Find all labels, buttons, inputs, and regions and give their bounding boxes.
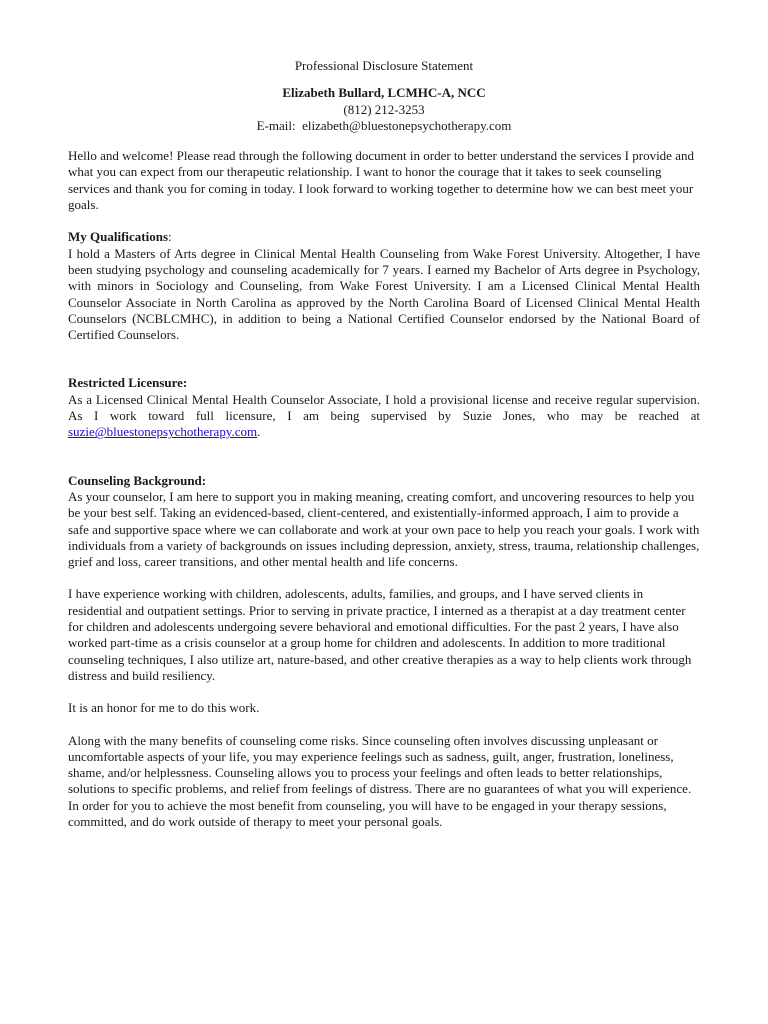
background-body: As your counselor, I am here to support you in making meaning, creating comfort, and uncovering resources to help you be your best self. Taking an evidenced-based, client-centered, and existentially-informed approach, I aim to provide a safe and supportive space where we can collaborate and work at your own pace to help you reach your goals. I work with individuals from a variety of backgrounds on issues including depression, anxiety, stress, trauma, relationship challenges, grief and loss, career transitions, and other mental health and life concerns. [68,488,700,570]
phone-number: (812) 212-3253 [343,101,425,117]
licensure-heading: Restricted Licensure: [68,375,188,391]
background-heading: Counseling Background: [68,472,207,488]
document-page [68,58,700,846]
honor-paragraph: It is an honor for me to do this work. [68,700,260,716]
qualifications-heading-line [68,229,700,245]
background-section [68,473,700,571]
licensure-section [68,375,700,440]
email-address: elizabeth@bluestonepsychotherapy.com [302,117,512,133]
document-title: Professional Disclosure Statement [294,58,474,73]
qualifications-section [68,229,700,343]
qualifications-heading: My Qualifications [68,229,169,245]
email-line [68,118,700,134]
qualifications-body: I hold a Masters of Arts degree in Clinical Mental Health Counseling from Wake Forest University. Altogether, I have been studying psychology and counseling academically for 7 years. I earned my Bachelor of Arts degree in Psychology, with minors in Sociology and Counseling, from Wake Forest University. I am a Licensed Clinical Mental Health Counselor Associate in North Carolina as approved by the North Carolina Board of Licensed Clinical Mental Health Counselors (NCBLCMHC), in addition to being a National Certified Counselor endorsed by the National Board of Certified Counselors. [68,245,700,343]
experience-paragraph: I have experience working with children, adolescents, adults, families, and groups, and I have served clients in residential and outpatient settings. Prior to serving in private practice, I interned as a therapist at a day treatment center for children and adolescents undergoing severe behavioral and emotional difficulties. For the past 2 years, I have also worked part-time as a crisis counselor at a group home for children and adolescents. In addition to more traditional counseling techniques, I also utilize art, nature-based, and other creative therapies as a way to help clients work through distress and build resiliency. [68,586,692,683]
counselor-name: Elizabeth Bullard, LCMHC-A, NCC [282,85,486,101]
email-label: E-mail: [256,117,296,133]
header-block [68,85,700,134]
licensure-text: As a Licensed Clinical Mental Health Counselor Associate, I hold a provisional license and receive regular supervision. As I work toward full licensure, I am being supervised by Suzie Jones, who may be reached at [68,391,700,424]
intro-paragraph: Hello and welcome! Please read through the following document in order to better understand the services I provide and what you can expect from our therapeutic relationship. I want to honor the courage that it takes to seek counseling services and thank you for coming in today. I look forward to working together to determine how we can best meet your goals. [68,148,694,213]
licensure-period: . [257,424,261,440]
licensure-body [68,392,700,441]
qualifications-heading-colon: : [168,229,172,245]
supervisor-email-link[interactable]: suzie@bluestonepsychotherapy.com [68,424,258,440]
risks-paragraph: Along with the many benefits of counseling come risks. Since counseling often involves discussing unpleasant or uncomfortable aspects of your life, you may experience feelings such as sadness, guilt, anger, frustration, loneliness, shame, and/or helplessness. Counseling allows you to process your feelings and often leads to better relationships, solutions to specific problems, and relief from feelings of distress. There are no guarantees of what you will experience. In order for you to achieve the most benefit from counseling, you will have to be engaged in your therapy sessions, committed, and do work outside of therapy to meet your personal goals. [68,732,692,829]
